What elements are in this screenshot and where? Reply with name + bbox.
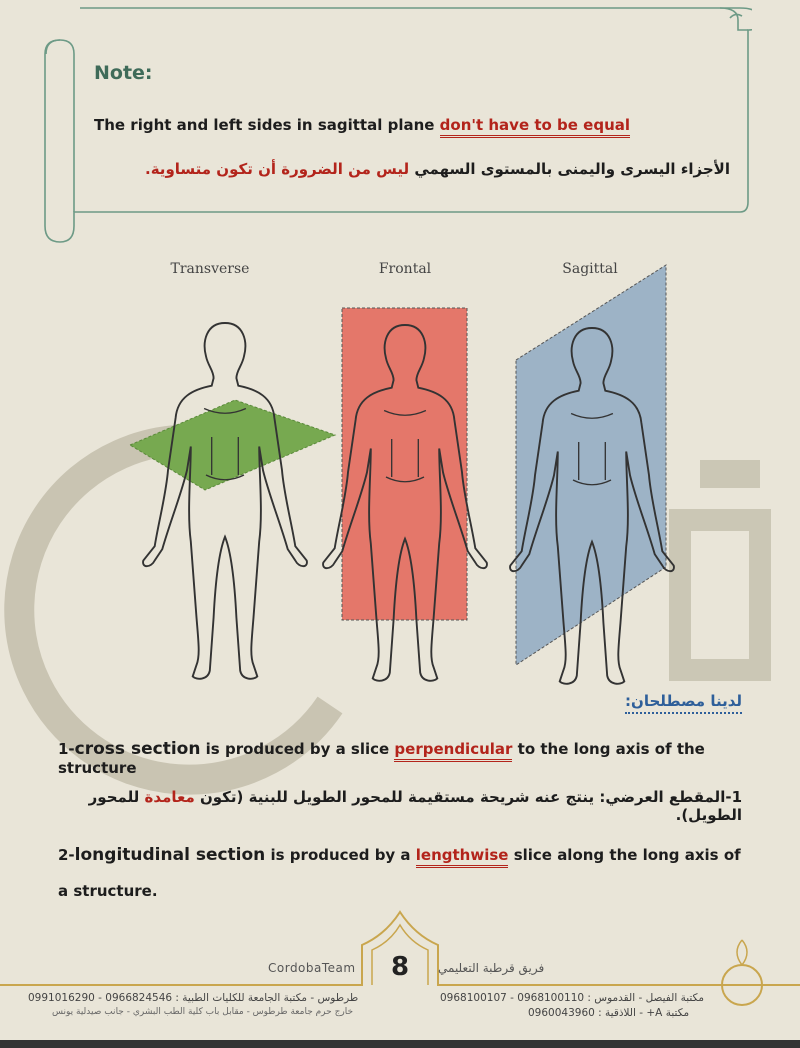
footer-library-qadmus: مكتبة الفيصل - القدموس : 0968100110 - 0968100107: [440, 992, 704, 1004]
note-ar-text: الأجزاء اليسرى واليمنى بالمستوى السهمي: [409, 160, 730, 178]
longitudinal-section-definition: 2-longitudinal section is produced by a lengthwise slice along the long axis of a structure.: [58, 845, 741, 900]
term-cross-section: cross section: [74, 739, 201, 759]
highlight-arabic-perpendicular: معامدة: [144, 788, 195, 806]
team-name-en: CordobaTeam: [268, 961, 356, 975]
label-transverse: Transverse: [170, 261, 250, 277]
label-frontal: Frontal: [378, 261, 432, 277]
highlight-lengthwise: lengthwise: [416, 846, 509, 868]
note-ar-highlight: ليس من الضرورة أن تكون متساوية.: [145, 160, 410, 178]
team-name-ar: فريق قرطبة التعليمي: [438, 961, 545, 975]
footer-library-tartous: طرطوس - مكتبة الجامعة للكليات الطبية : 0966824546 - 0991016290: [28, 992, 359, 1004]
terms-heading: لدينا مصطلحان:: [625, 692, 742, 714]
page-number: 8: [390, 952, 410, 982]
cross-section-arabic: 1-المقطع العرضي: ينتج عنه شريحة مستقيمة للمحور الطويل للبنية (تكون معامدة للمحور الطويل).: [88, 788, 742, 824]
note-en-highlight: don't have to be equal: [440, 116, 630, 138]
footer-address-tartous: خارج حرم جامعة طرطوس - مقابل باب كلية الطب البشري - جانب صيدلية يونس: [52, 1007, 354, 1017]
label-sagittal: Sagittal: [562, 261, 618, 277]
highlight-perpendicular: perpendicular: [394, 740, 512, 762]
cross-section-definition: 1-cross section is produced by a slice perpendicular to the long axis of the structure: [58, 739, 705, 777]
note-title: Note:: [94, 62, 153, 84]
note-en-text: The right and left sides in sagittal plane: [94, 116, 440, 134]
footer-library-latakia: مكتبة A+ - اللاذقية : 0960043960: [528, 1007, 690, 1019]
term-longitudinal-section: longitudinal section: [74, 845, 266, 865]
